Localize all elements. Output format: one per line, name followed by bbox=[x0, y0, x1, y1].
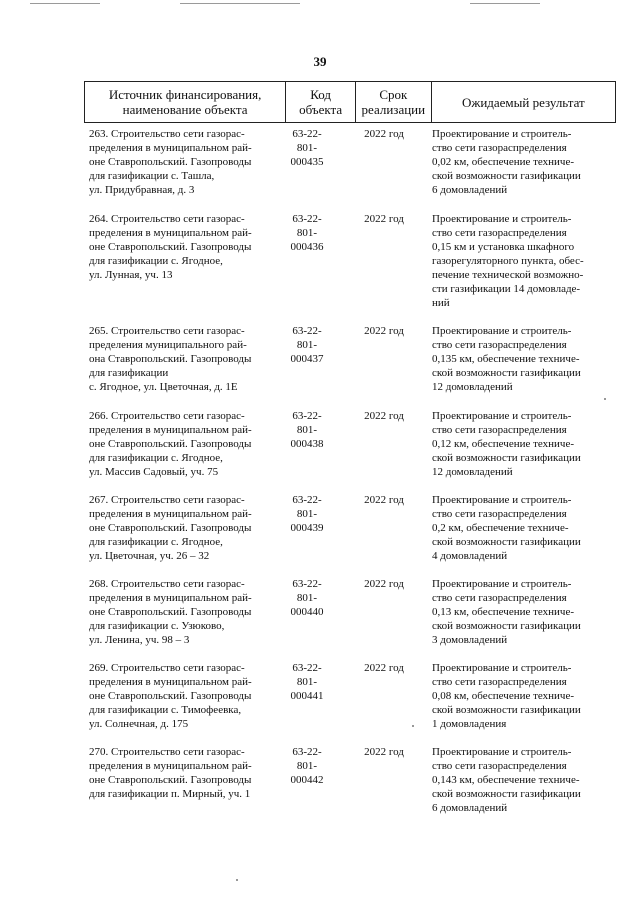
object-name-line: оне Ставропольский. Газопроводы bbox=[89, 438, 252, 450]
header-term bbox=[356, 82, 432, 122]
object-code-line: 000437 bbox=[290, 353, 324, 365]
object-name-line: оне Ставропольский. Газопроводы bbox=[89, 156, 252, 168]
object-name-line: 266. Строительство сети газорас- bbox=[89, 410, 245, 422]
expected-result-line: ской возможности газификации bbox=[432, 536, 581, 548]
expected-result-line: 0,12 км, обеспечение техниче- bbox=[432, 438, 575, 450]
object-name-line: для газификации с. Ягодное, bbox=[89, 536, 223, 548]
object-code bbox=[286, 324, 328, 366]
object-name-line: оне Ставропольский. Газопроводы bbox=[89, 690, 252, 702]
object-name-line: оне Ставропольский. Газопроводы bbox=[89, 522, 252, 534]
expected-result-line: Проектирование и строитель- bbox=[432, 128, 572, 140]
implementation-term bbox=[356, 212, 412, 226]
object-name-line: оне Ставропольский. Газопроводы bbox=[89, 774, 252, 786]
implementation-term-text: 2022 год bbox=[364, 213, 404, 225]
implementation-term-text: 2022 год bbox=[364, 410, 404, 422]
object-name bbox=[89, 661, 279, 731]
expected-result-line: 12 домовладений bbox=[432, 381, 513, 393]
implementation-term-text: 2022 год bbox=[364, 494, 404, 506]
object-code-line: 801- bbox=[296, 592, 318, 604]
object-name-line: 269. Строительство сети газорас- bbox=[89, 662, 245, 674]
implementation-term-text: 2022 год bbox=[364, 325, 404, 337]
object-code-line: 801- bbox=[296, 508, 318, 520]
expected-result-line: ство сети газораспределения bbox=[432, 424, 567, 436]
implementation-term bbox=[356, 127, 412, 141]
implementation-term-text: 2022 год bbox=[364, 578, 404, 590]
object-name-line: пределения в муниципальном рай- bbox=[89, 760, 252, 772]
expected-result bbox=[432, 127, 608, 197]
object-name-line: для газификации с. Узюково, bbox=[89, 620, 225, 632]
expected-result bbox=[432, 745, 608, 815]
implementation-term-text: 2022 год bbox=[364, 128, 404, 140]
expected-result-line: Проектирование и строитель- bbox=[432, 410, 572, 422]
object-name-line: 268. Строительство сети газорас- bbox=[89, 578, 245, 590]
expected-result-line: ство сети газораспределения bbox=[432, 142, 567, 154]
expected-result bbox=[432, 409, 608, 479]
expected-result-line: 0,2 км, обеспечение техниче- bbox=[432, 522, 569, 534]
scan-speck bbox=[604, 398, 606, 400]
implementation-term bbox=[356, 745, 412, 759]
object-name-line: пределения в муниципальном рай- bbox=[89, 424, 252, 436]
object-name-line: 263. Строительство сети газорас- bbox=[89, 128, 245, 140]
object-code bbox=[286, 493, 328, 535]
object-code-line: 63-22- bbox=[292, 128, 322, 140]
object-name-line: оне Ставропольский. Газопроводы bbox=[89, 606, 252, 618]
object-name-line: ул. Солнечная, д. 175 bbox=[89, 718, 189, 730]
header-term-line: Срок bbox=[379, 87, 408, 102]
object-name-line: ул. Лунная, уч. 13 bbox=[89, 269, 173, 281]
expected-result-line: ний bbox=[432, 297, 450, 309]
expected-result-line: 0,143 км, обеспечение техниче- bbox=[432, 774, 580, 786]
expected-result-line: ство сети газораспределения bbox=[432, 676, 567, 688]
object-code-line: 000435 bbox=[290, 156, 324, 168]
object-name-line: пределения в муниципальном рай- bbox=[89, 676, 252, 688]
expected-result-line: ской возможности газификации bbox=[432, 170, 581, 182]
expected-result-line: Проектирование и строитель- bbox=[432, 662, 572, 674]
object-code-line: 63-22- bbox=[292, 662, 322, 674]
expected-result-line: ской возможности газификации bbox=[432, 620, 581, 632]
scan-speck bbox=[236, 879, 238, 881]
expected-result-line: 0,02 км, обеспечение техниче- bbox=[432, 156, 575, 168]
object-code bbox=[286, 661, 328, 703]
expected-result-line: Проектирование и строитель- bbox=[432, 325, 572, 337]
scan-edge-right bbox=[470, 3, 540, 4]
implementation-term-text: 2022 год bbox=[364, 746, 404, 758]
object-code-line: 63-22- bbox=[292, 494, 322, 506]
object-code-line: 000436 bbox=[290, 241, 324, 253]
object-name-line: она Ставропольский. Газопроводы bbox=[89, 353, 252, 365]
object-code bbox=[286, 745, 328, 787]
expected-result-line: 4 домовладений bbox=[432, 550, 508, 562]
table-header bbox=[84, 81, 616, 123]
implementation-term bbox=[356, 493, 412, 507]
header-code-line: Код bbox=[310, 87, 331, 102]
object-code-line: 63-22- bbox=[292, 410, 322, 422]
object-name bbox=[89, 324, 279, 394]
expected-result-line: 0,13 км, обеспечение техниче- bbox=[432, 606, 575, 618]
scan-speck bbox=[412, 725, 414, 727]
expected-result-line: Проектирование и строитель- bbox=[432, 494, 572, 506]
object-name-line: 265. Строительство сети газорас- bbox=[89, 325, 245, 337]
object-code-line: 000440 bbox=[290, 606, 324, 618]
object-name bbox=[89, 212, 279, 282]
object-name-line: пределения в муниципальном рай- bbox=[89, 227, 252, 239]
object-name-line: пределения муниципального рай- bbox=[89, 339, 247, 351]
expected-result-line: ской возможности газификации bbox=[432, 452, 581, 464]
object-name-line: ул. Ленина, уч. 98 – 3 bbox=[89, 634, 190, 646]
header-result-line: Ожидаемый результат bbox=[461, 94, 585, 110]
scan-edge-left bbox=[30, 3, 100, 4]
expected-result bbox=[432, 577, 608, 647]
object-code-line: 801- bbox=[296, 676, 318, 688]
implementation-term bbox=[356, 324, 412, 338]
object-code-line: 63-22- bbox=[292, 213, 322, 225]
object-code bbox=[286, 409, 328, 451]
expected-result-line: 0,08 км, обеспечение техниче- bbox=[432, 690, 575, 702]
header-source-line: наименование объекта bbox=[122, 102, 248, 117]
implementation-term-text: 2022 год bbox=[364, 662, 404, 674]
object-name-line: с. Ягодное, ул. Цветочная, д. 1Е bbox=[89, 381, 238, 393]
expected-result-line: 3 домовладений bbox=[432, 634, 508, 646]
expected-result bbox=[432, 493, 608, 563]
object-name-line: для газификации п. Мирный, уч. 1 bbox=[89, 788, 251, 800]
object-name-line: пределения в муниципальном рай- bbox=[89, 142, 252, 154]
expected-result-line: ской возможности газификации bbox=[432, 788, 581, 800]
object-name-line: для газификации с. Ташла, bbox=[89, 170, 215, 182]
header-source-line: Источник финансирования, bbox=[108, 87, 262, 102]
header-code-line: объекта bbox=[299, 102, 343, 117]
object-name-line: ул. Массив Садовый, уч. 75 bbox=[89, 466, 219, 478]
object-name bbox=[89, 493, 279, 563]
expected-result-line: 0,15 км и установка шкафного bbox=[432, 241, 575, 253]
object-code-line: 801- bbox=[296, 760, 318, 772]
expected-result-line: ство сети газораспределения bbox=[432, 339, 567, 351]
header-result bbox=[432, 82, 615, 122]
expected-result-line: Проектирование и строитель- bbox=[432, 578, 572, 590]
implementation-term bbox=[356, 661, 412, 675]
object-code-line: 801- bbox=[296, 227, 318, 239]
expected-result-line: 6 домовладений bbox=[432, 184, 508, 196]
object-code bbox=[286, 127, 328, 169]
header-term-line: реализации bbox=[361, 102, 426, 117]
object-name-line: ул. Цветочная, уч. 26 – 32 bbox=[89, 550, 210, 562]
expected-result bbox=[432, 212, 608, 310]
object-name-line: 267. Строительство сети газорас- bbox=[89, 494, 245, 506]
implementation-term bbox=[356, 409, 412, 423]
implementation-term bbox=[356, 577, 412, 591]
object-name-line: пределения в муниципальном рай- bbox=[89, 508, 252, 520]
header-source bbox=[85, 82, 286, 122]
page-number: 39 bbox=[313, 54, 327, 69]
object-code-line: 000438 bbox=[290, 438, 324, 450]
expected-result-line: ство сети газораспределения bbox=[432, 227, 567, 239]
expected-result-line: 0,135 км, обеспечение техниче- bbox=[432, 353, 580, 365]
object-name bbox=[89, 409, 279, 479]
object-name bbox=[89, 127, 279, 197]
object-code-line: 63-22- bbox=[292, 325, 322, 337]
object-code-line: 801- bbox=[296, 424, 318, 436]
expected-result-line: Проектирование и строитель- bbox=[432, 213, 572, 225]
expected-result-line: Проектирование и строитель- bbox=[432, 746, 572, 758]
expected-result-line: газорегуляторного пункта, обес- bbox=[432, 255, 584, 267]
object-name-line: ул. Придубравная, д. 3 bbox=[89, 184, 195, 196]
expected-result bbox=[432, 661, 608, 731]
object-name-line: 264. Строительство сети газорас- bbox=[89, 213, 245, 225]
object-name-line: для газификации с. Ягодное, bbox=[89, 452, 223, 464]
object-code-line: 63-22- bbox=[292, 746, 322, 758]
expected-result-line: ство сети газораспределения bbox=[432, 760, 567, 772]
header-code bbox=[286, 82, 356, 122]
object-code bbox=[286, 577, 328, 619]
object-name-line: 270. Строительство сети газорас- bbox=[89, 746, 245, 758]
object-code-line: 63-22- bbox=[292, 578, 322, 590]
object-name-line: для газификации bbox=[89, 367, 169, 379]
object-code-line: 000442 bbox=[290, 774, 324, 786]
object-name-line: для газификации с. Ягодное, bbox=[89, 255, 223, 267]
expected-result-line: 1 домовладения bbox=[432, 718, 507, 730]
object-code-line: 801- bbox=[296, 142, 318, 154]
object-code-line: 801- bbox=[296, 339, 318, 351]
object-name-line: пределения в муниципальном рай- bbox=[89, 592, 252, 604]
expected-result-line: ство сети газораспределения bbox=[432, 508, 567, 520]
object-name-line: для газификации с. Тимофеевка, bbox=[89, 704, 242, 716]
expected-result-line: ской возможности газификации bbox=[432, 704, 581, 716]
expected-result-line: ство сети газораспределения bbox=[432, 592, 567, 604]
object-code bbox=[286, 212, 328, 254]
scan-edge-middle bbox=[180, 3, 300, 4]
object-name bbox=[89, 577, 279, 647]
expected-result-line: сти газификации 14 домовладе- bbox=[432, 283, 581, 295]
expected-result-line: печение технической возможно- bbox=[432, 269, 584, 281]
object-code-line: 000439 bbox=[290, 522, 324, 534]
object-name-line: оне Ставропольский. Газопроводы bbox=[89, 241, 252, 253]
object-name bbox=[89, 745, 279, 801]
expected-result-line: ской возможности газификации bbox=[432, 367, 581, 379]
expected-result-line: 12 домовладений bbox=[432, 466, 513, 478]
object-code-line: 000441 bbox=[290, 690, 324, 702]
expected-result bbox=[432, 324, 608, 394]
expected-result-line: 6 домовладений bbox=[432, 802, 508, 814]
